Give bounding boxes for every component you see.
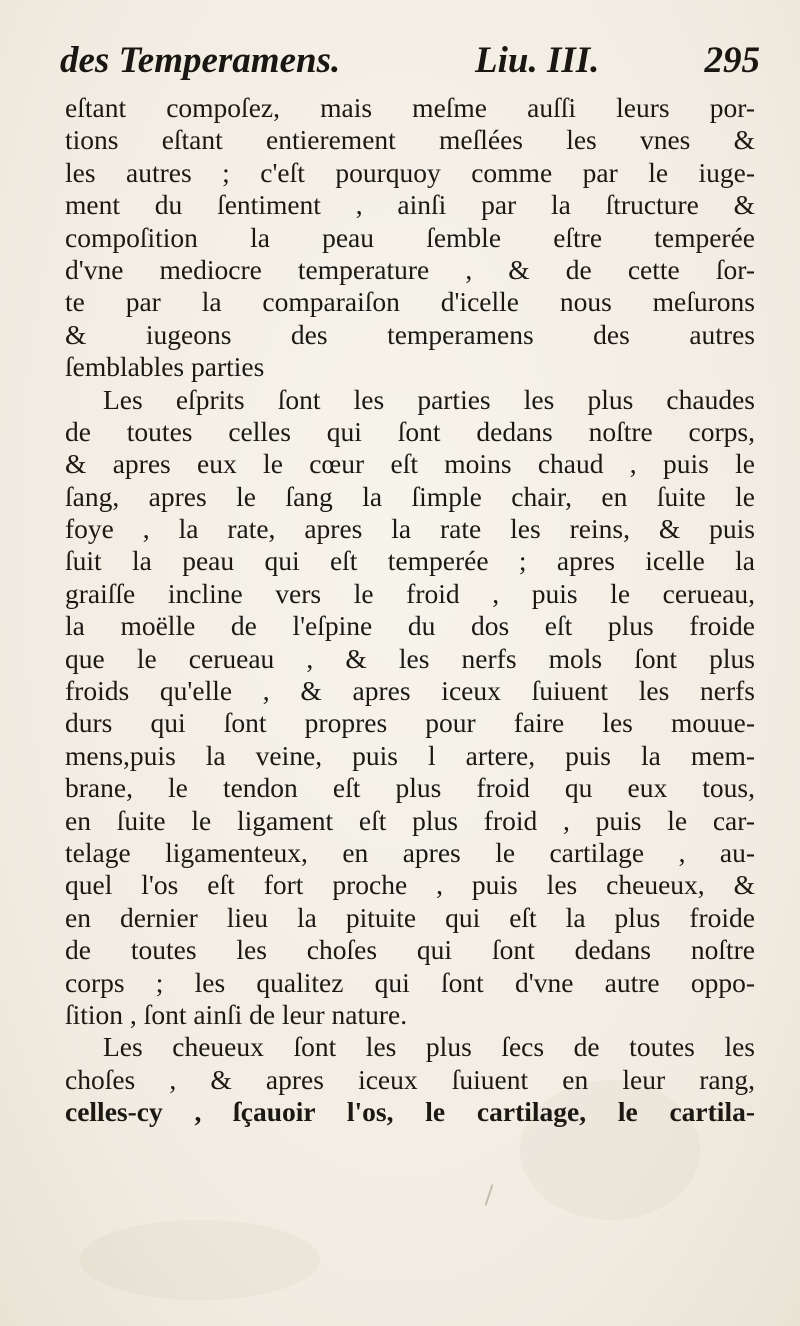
text-line: te par la comparaiſon d'icelle nous meſurons [65, 286, 755, 318]
paper-stain [80, 1220, 320, 1300]
text-line: compoſition la peau ſemble eſtre temperée [65, 221, 755, 253]
text-line: ment du ſentiment , ainſi par la ſtructure & [65, 189, 755, 221]
text-line: ſemblables parties [65, 351, 265, 383]
text-line: d'vne mediocre temperature , & de cette ſor- [65, 253, 755, 285]
paragraph-start: Les cheueux ſont les plus ſecs de toutes les [103, 1031, 755, 1063]
page-number: 295 [704, 40, 760, 81]
body-text [65, 92, 755, 1129]
text-line: celles-cy , ſçauoir l'os, le cartilage, le cartila- [65, 1096, 755, 1128]
text-line: en dernier lieu la pituite qui eſt la plus froide [65, 901, 755, 933]
text-line: que le cerueau , & les nerfs mols ſont plus [65, 642, 755, 674]
text-line: eſtant compoſez, mais meſme auſſi leurs por- [65, 92, 755, 123]
book-number: Liu. III. [475, 40, 600, 81]
text-line: tions eſtant entierement meſlées les vnes & [65, 124, 755, 156]
text-line: ſition , ſont ainſi de leur nature. [65, 998, 408, 1030]
text-line: foye , la rate, apres la rate les reins, & puis [65, 513, 755, 545]
text-line: ſang, apres le ſang la ſimple chair, en ſuite le [65, 480, 755, 512]
text-line: mens,puis la veine, puis l artere, puis la mem- [65, 739, 755, 771]
text-line: graiſſe incline vers le froid , puis le cerueau, [65, 577, 755, 609]
text-line: ſuit la peau qui eſt temperée ; apres icelle la [65, 545, 755, 577]
running-head [60, 38, 760, 84]
text-line: la moëlle de l'eſpine du dos eſt plus froide [65, 610, 755, 642]
text-line: telage ligamenteux, en apres le cartilage , au- [65, 836, 755, 868]
text-line: de toutes les choſes qui ſont dedans noſtre [65, 934, 755, 966]
text-line: quel l'os eſt fort proche , puis les cheueux, & [65, 869, 755, 901]
text-line: les autres ; c'eſt pourquoy comme par le iuge- [65, 156, 755, 188]
text-line: durs qui ſont propres pour faire les mouue- [65, 707, 755, 739]
text-line: corps ; les qualitez qui ſont d'vne autre oppo- [65, 966, 755, 998]
ink-mark [485, 1184, 494, 1206]
running-title: des Temperamens. [60, 40, 341, 81]
paragraph-start: Les eſprits ſont les parties les plus chaudes [103, 383, 755, 415]
text-line: choſes , & apres iceux ſuiuent en leur rang, [65, 1063, 755, 1095]
text-line: froids qu'elle , & apres iceux ſuiuent les nerfs [65, 675, 755, 707]
text-line: en ſuite le ligament eſt plus froid , puis le car- [65, 804, 755, 836]
text-line: de toutes celles qui ſont dedans noſtre corps, [65, 415, 755, 447]
text-line: & apres eux le cœur eſt moins chaud , puis le [65, 448, 755, 480]
text-line: brane, le tendon eſt plus froid qu eux tous, [65, 772, 755, 804]
text-line: & iugeons des temperamens des autres [65, 318, 755, 350]
